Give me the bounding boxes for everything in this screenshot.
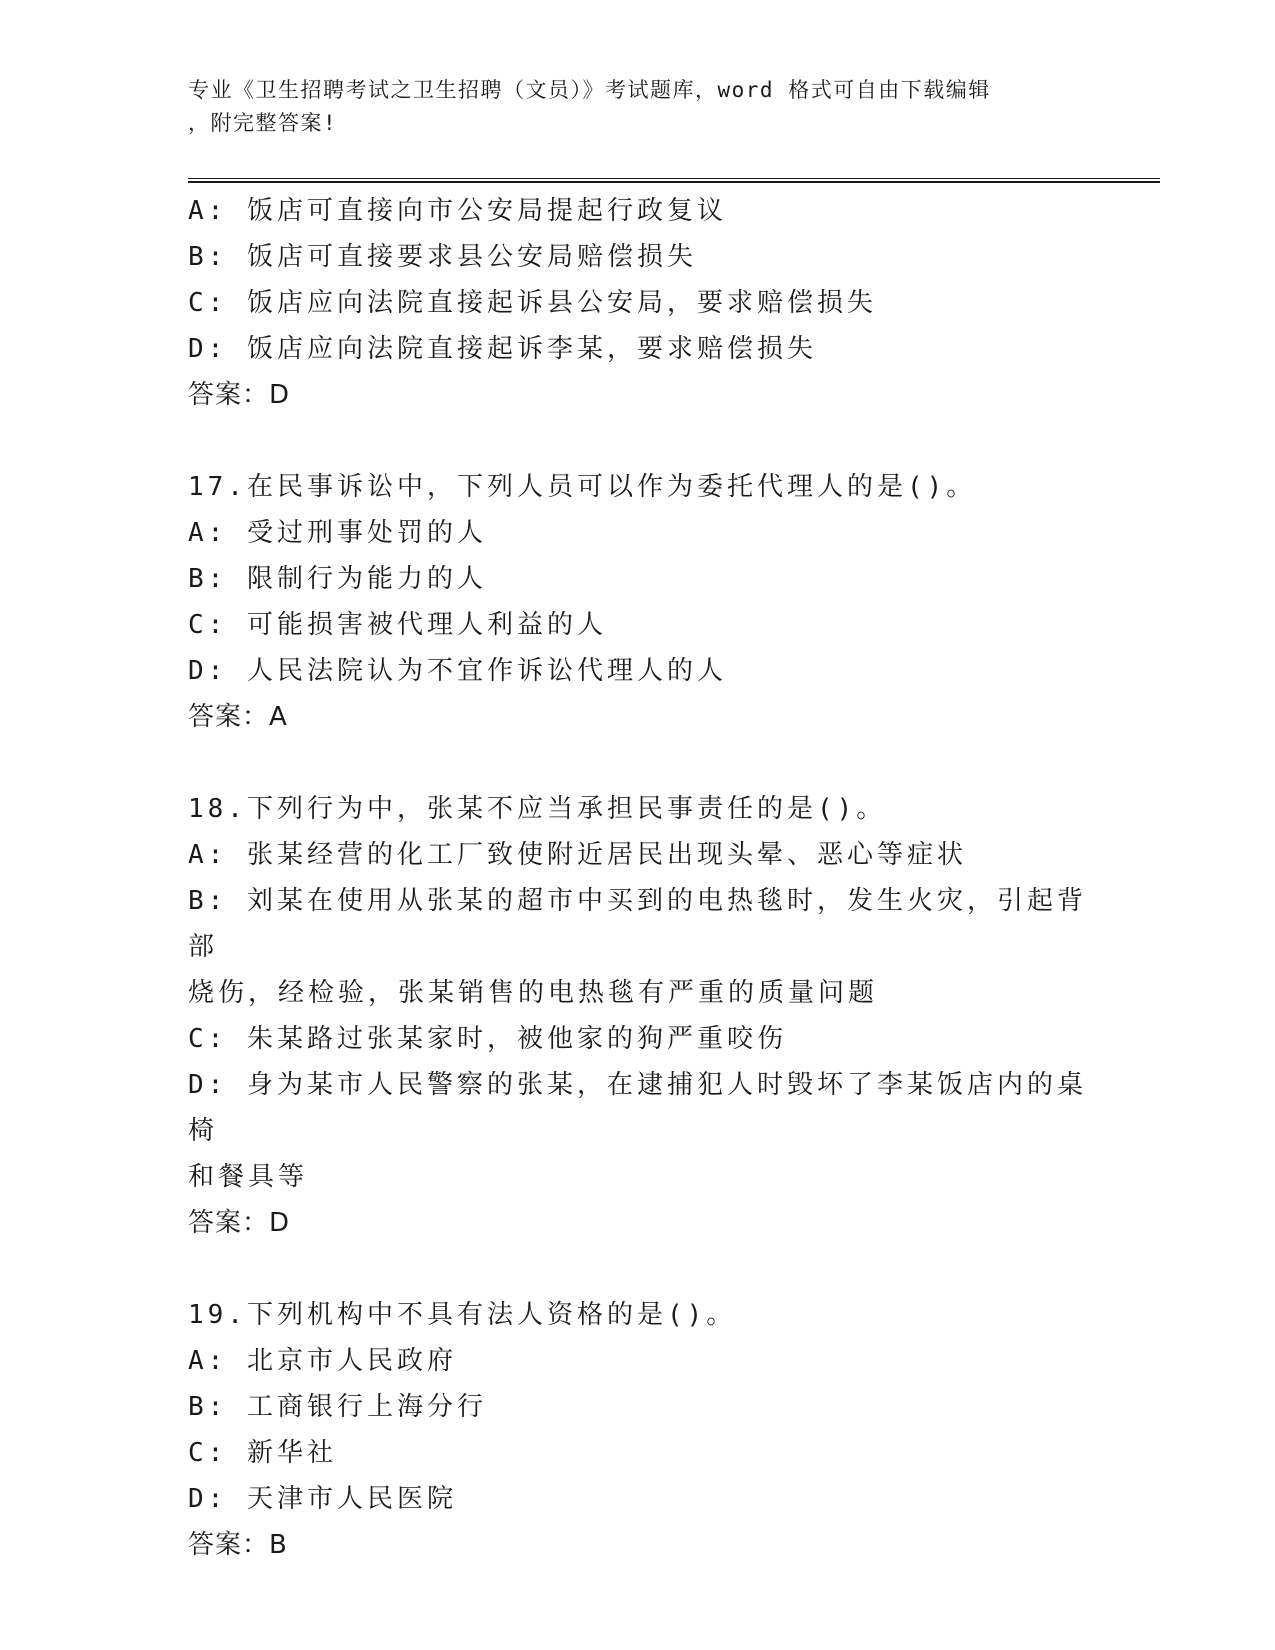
spacer xyxy=(188,1246,1088,1292)
question-19 xyxy=(188,1292,1088,1568)
option-b: B: 工商银行上海分行 xyxy=(188,1392,487,1422)
answer-19: 答案：B xyxy=(188,1530,288,1560)
option-c: C: 朱某路过张某家时，被他家的狗严重咬伤 xyxy=(188,1024,787,1054)
question-text: 18.下列行为中，张某不应当承担民事责任的是()。 xyxy=(188,794,887,824)
header-divider-thick xyxy=(188,181,1160,183)
option-a: A: 张某经营的化工厂致使附近居民出现头晕、恶心等症状 xyxy=(188,840,967,870)
option-d: D: 饭店应向法院直接起诉李某，要求赔偿损失 xyxy=(188,334,817,364)
spacer xyxy=(188,418,1088,464)
question-text: 19.下列机构中不具有法人资格的是()。 xyxy=(188,1300,737,1330)
option-c: C: 可能损害被代理人利益的人 xyxy=(188,610,607,640)
answer-17: 答案：A xyxy=(188,702,288,732)
option-d: D: 天津市人民医院 xyxy=(188,1484,457,1514)
spacer xyxy=(188,740,1088,786)
answer-18: 答案：D xyxy=(188,1208,291,1238)
option-c: C: 新华社 xyxy=(188,1438,337,1468)
document-header xyxy=(188,74,1078,140)
question-text: 17.在民事诉讼中，下列人员可以作为委托代理人的是()。 xyxy=(188,472,977,502)
question-list xyxy=(188,188,1088,1568)
option-b: B: 饭店可直接要求县公安局赔偿损失 xyxy=(188,242,697,272)
option-b: B: 刘某在使用从张某的超市中买到的电热毯时，发生火灾，引起背部 xyxy=(188,886,1087,962)
header-line-1: 专业《卫生招聘考试之卫生招聘（文员）》考试题库，word 格式可自由下载编辑 xyxy=(188,78,991,102)
answer-16: 答案：D xyxy=(188,380,291,410)
option-b-continued: 烧伤，经检验，张某销售的电热毯有严重的质量问题 xyxy=(188,978,879,1008)
question-18 xyxy=(188,786,1088,1246)
option-a: A: 北京市人民政府 xyxy=(188,1346,457,1376)
question-16 xyxy=(188,188,1088,418)
question-17 xyxy=(188,464,1088,740)
option-a: A: 饭店可直接向市公安局提起行政复议 xyxy=(188,196,727,226)
option-a: A: 受过刑事处罚的人 xyxy=(188,518,487,548)
header-divider-thin xyxy=(188,178,1160,179)
header-line-2: ，附完整答案! xyxy=(188,111,338,135)
option-b: B: 限制行为能力的人 xyxy=(188,564,487,594)
option-d: D: 身为某市人民警察的张某，在逮捕犯人时毁坏了李某饭店内的桌椅 xyxy=(188,1070,1087,1146)
option-c: C: 饭店应向法院直接起诉县公安局，要求赔偿损失 xyxy=(188,288,877,318)
option-d: D: 人民法院认为不宜作诉讼代理人的人 xyxy=(188,656,727,686)
option-d-continued: 和餐具等 xyxy=(188,1162,309,1192)
